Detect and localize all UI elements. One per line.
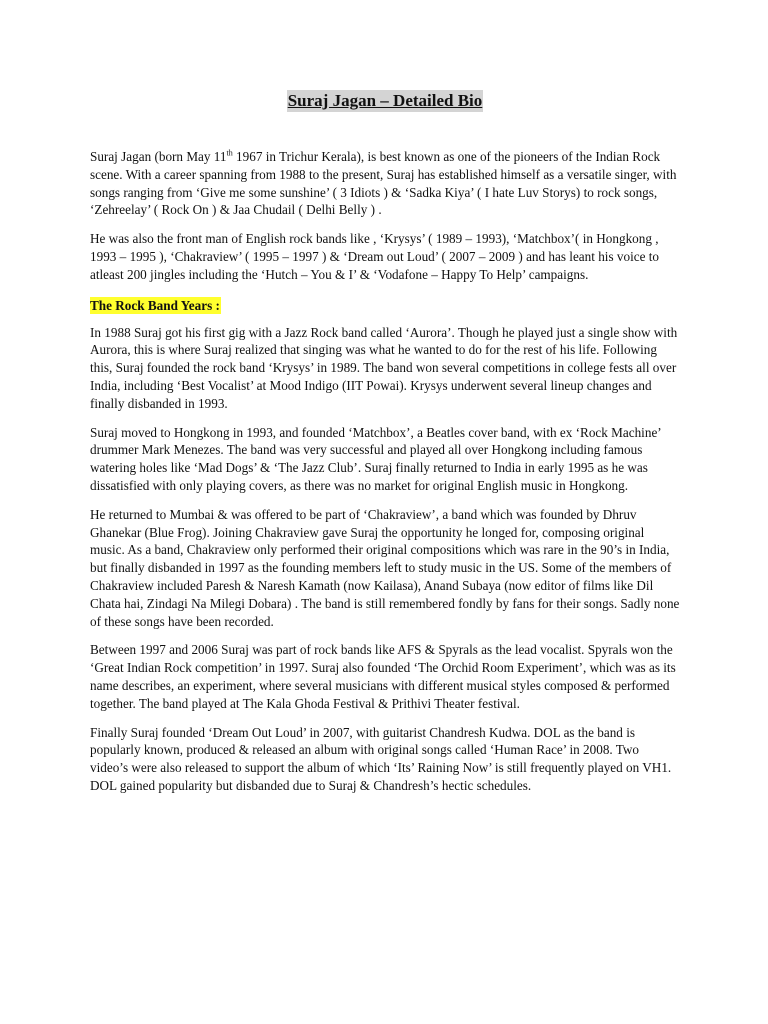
bands-paragraph: He was also the front man of English rock bands like , ‘Krysys’ ( 1989 – 1993), ‘Matchbox’( in Hongkong , 1993 – 1995 ), ‘Chakraview’ ( 1995 – 1997 ) & ‘Dream out Loud’ ( 2007 – 2009 ) and has leant his voice to atleast 200 jingles including the ‘Hutch – You & I’ & ‘Vodafone – Happy To Help’ campaigns. [90, 231, 660, 282]
section-heading: The Rock Band Years : [90, 297, 220, 313]
section-heading-row [90, 295, 680, 324]
ordinal-suffix: th [226, 148, 233, 158]
paragraph-spyrals: Between 1997 and 2006 Suraj was part of rock bands like AFS & Spyrals as the lead vocalist. Spyrals won the ‘Great Indian Rock competition’ in 1997. Suraj also founded ‘The Orchid Room Experiment’, which was as its name describes, an experiment, where several musicians with different musical styles composed & performed together. The band played at The Kala Ghoda Festival & Prithivi Theater festival. [90, 642, 676, 711]
document-title: Suraj Jagan – Detailed Bio [287, 91, 483, 110]
document-page [90, 90, 680, 806]
paragraph-aurora: In 1988 Suraj got his first gig with a Jazz Rock band called ‘Aurora’. Though he played just a single show with Aurora, this is where Suraj realized that singing was what he wanted to do for the rest of his life. Following this, Suraj founded the rock band ‘Krysys’ in 1989. The band won several competitions in college fests all over India, including ‘Best Vocalist’ at Mood Indigo (IIT Powai). Krysys underwent several lineup changes and finally disbanded in 1993. [90, 324, 678, 411]
paragraph-dream-out-loud: Finally Suraj founded ‘Dream Out Loud’ in 2007, with guitarist Chandresh Kudwa. DOL as the band is popularly known, produced & released an album with original songs called ‘Human Race’ in 2008. Two video’s were also released to support the album of which ‘Its’ Raining Now’ is still frequently played on VH1. DOL gained popularity but disbanded due to Suraj & Chandresh’s hectic schedules. [90, 724, 672, 793]
intro-text-start: Suraj Jagan (born May 11 [90, 149, 227, 164]
intro-text-rest: 1967 in Trichur Kerala), is best known as one of the pioneers of the Indian Rock scene. With a career spanning from 1988 to the present, Suraj has established himself as a versatile singer, with songs ranging from ‘Give me some sunshine’ ( 3 Idiots ) & ‘Sadka Kiya’ ( I hate Luv Storys) to rock songs, ‘Zehreelay’ ( Rock On ) & Jaa Chudail ( Delhi Belly ) . [90, 149, 677, 218]
intro-paragraph [90, 148, 680, 219]
title-container [90, 90, 680, 112]
paragraph-chakraview: He returned to Mumbai & was offered to be part of ‘Chakraview’, a band which was founded by Dhruv Ghanekar (Blue Frog). Joining Chakraview gave Suraj the opportunity he longed for, composing original music. As a band, Chakraview only performed their original compositions which was rare in the 90’s in India, but finally disbanded in 1997 as the founding members left to study music in the US. Some of the members of Chakraview included Paresh & Naresh Kamath (now Kailasa), Anand Subaya (now editor of films like Dil Chata hai, Zindagi Na Milegi Dobara) . The band is still remembered fondly by fans for their songs. Sadly none of these songs have been recorded. [90, 506, 680, 629]
paragraph-matchbox: Suraj moved to Hongkong in 1993, and founded ‘Matchbox’, a Beatles cover band, with ex ‘Rock Machine’ drummer Mark Menezes. The band was very successful and played all over Hongkong including famous watering holes like ‘Mad Dogs’ & ‘The Jazz Club’. Suraj finally returned to India in early 1995 as he was dissatisfied with only playing covers, as there was no market for original English music in Hongkong. [90, 424, 661, 493]
